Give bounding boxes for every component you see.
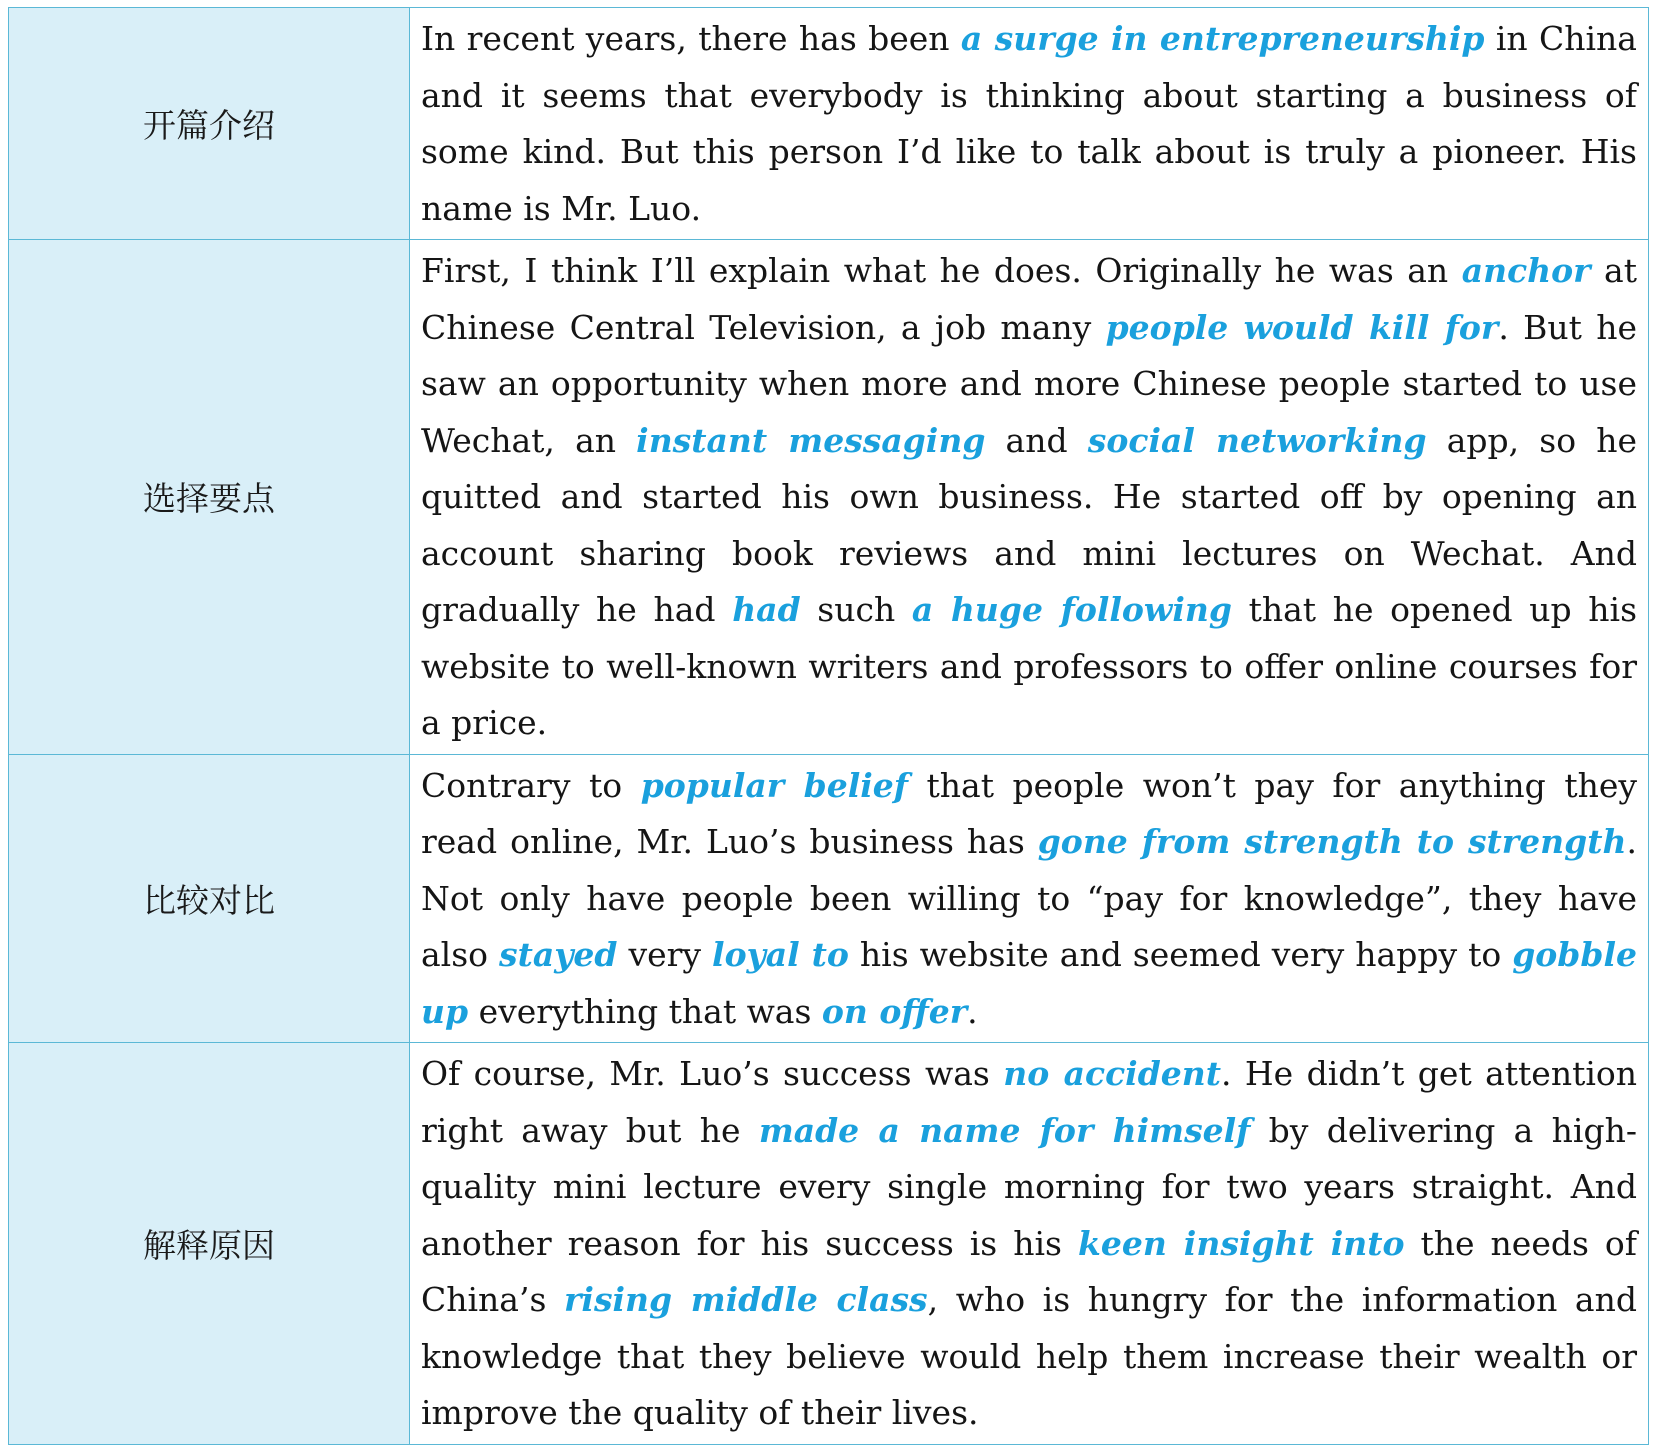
passage-text [410,754,1649,1043]
highlighted-phrase: loyal to [712,935,849,974]
text-run: Of course, Mr. Luo’s success was [421,1054,1004,1093]
text-run: such [800,590,912,629]
table-row [9,8,1649,240]
text-run: his website and seemed very happy to [848,935,1513,974]
text-run: Contrary to [421,765,641,805]
text-run: by delivering a high-quality mini lecture every single morning for two years straight. And another reason for his success is his [421,1110,1637,1263]
text-run: app, so he quitted and started his own business. He started off by opening an account sharing book reviews and mini lectures on Wechat. And gradually he had [421,420,1638,629]
text-run: the needs of China’s [421,1223,1637,1319]
text-run: , who is hungry for the information and knowledge that they believe would help them increase their wealth or improve the quality of their lives. [421,1280,1637,1432]
text-run: and [985,420,1088,460]
passage-text [410,240,1649,755]
row-label: 开篇介绍 [9,8,410,240]
text-run: . He didn’t get attention right away but he [421,1054,1638,1150]
highlighted-phrase: keen insight into [1077,1223,1405,1263]
highlighted-phrase: made a name for himself [758,1110,1251,1150]
highlighted-phrase: no accident [1003,1054,1222,1093]
row-label: 解释原因 [9,1043,410,1445]
passage-text [410,8,1649,240]
row-label: 选择要点 [9,240,410,755]
highlighted-phrase: had [732,590,801,629]
highlighted-phrase: stayed [499,935,618,974]
text-run: at Chinese Central Television, a job many [421,251,1637,347]
highlighted-phrase: gobble up [421,935,1637,1031]
highlighted-phrase: anchor [1461,251,1591,290]
text-run: . Not only have people been willing to “pay for knowledge”, they have also [421,822,1637,974]
table-row [9,1043,1649,1445]
text-run: . But he saw an opportunity when more and more Chinese people started to use Wechat, an [421,307,1637,460]
highlighted-phrase: instant messaging [636,420,986,460]
row-label: 比较对比 [9,754,410,1043]
text-run: In recent years, there has been [421,19,961,58]
text-run: First, I think I’ll explain what he does. Originally he was an [421,251,1462,290]
table-row [9,240,1649,755]
highlighted-phrase: popular belief [640,765,909,805]
text-run: that he opened up his website to well-known writers and professors to offer online courses for a price. [421,590,1638,742]
text-run: that people won’t pay for anything they read online, Mr. Luo’s business has [421,765,1638,861]
highlighted-phrase: gone from strength to strength [1037,822,1627,861]
highlighted-phrase: a huge following [911,590,1232,629]
highlighted-phrase: a surge in entrepreneurship [960,19,1485,58]
table-row [9,754,1649,1043]
vocabulary-table [8,7,1649,1445]
text-run: very [617,935,713,974]
text-run: . [967,991,978,1031]
highlighted-phrase: on offer [821,991,968,1031]
text-run: everything that was [468,991,822,1031]
text-run: in China and it seems that everybody is thinking about starting a business of some kind. But this person I’d like to talk about is truly a pioneer. His name is Mr. Luo. [421,19,1637,228]
highlighted-phrase: people would kill for [1105,307,1499,347]
passage-text [410,1043,1649,1445]
highlighted-phrase: social networking [1087,420,1427,460]
highlighted-phrase: rising middle class [564,1280,928,1319]
